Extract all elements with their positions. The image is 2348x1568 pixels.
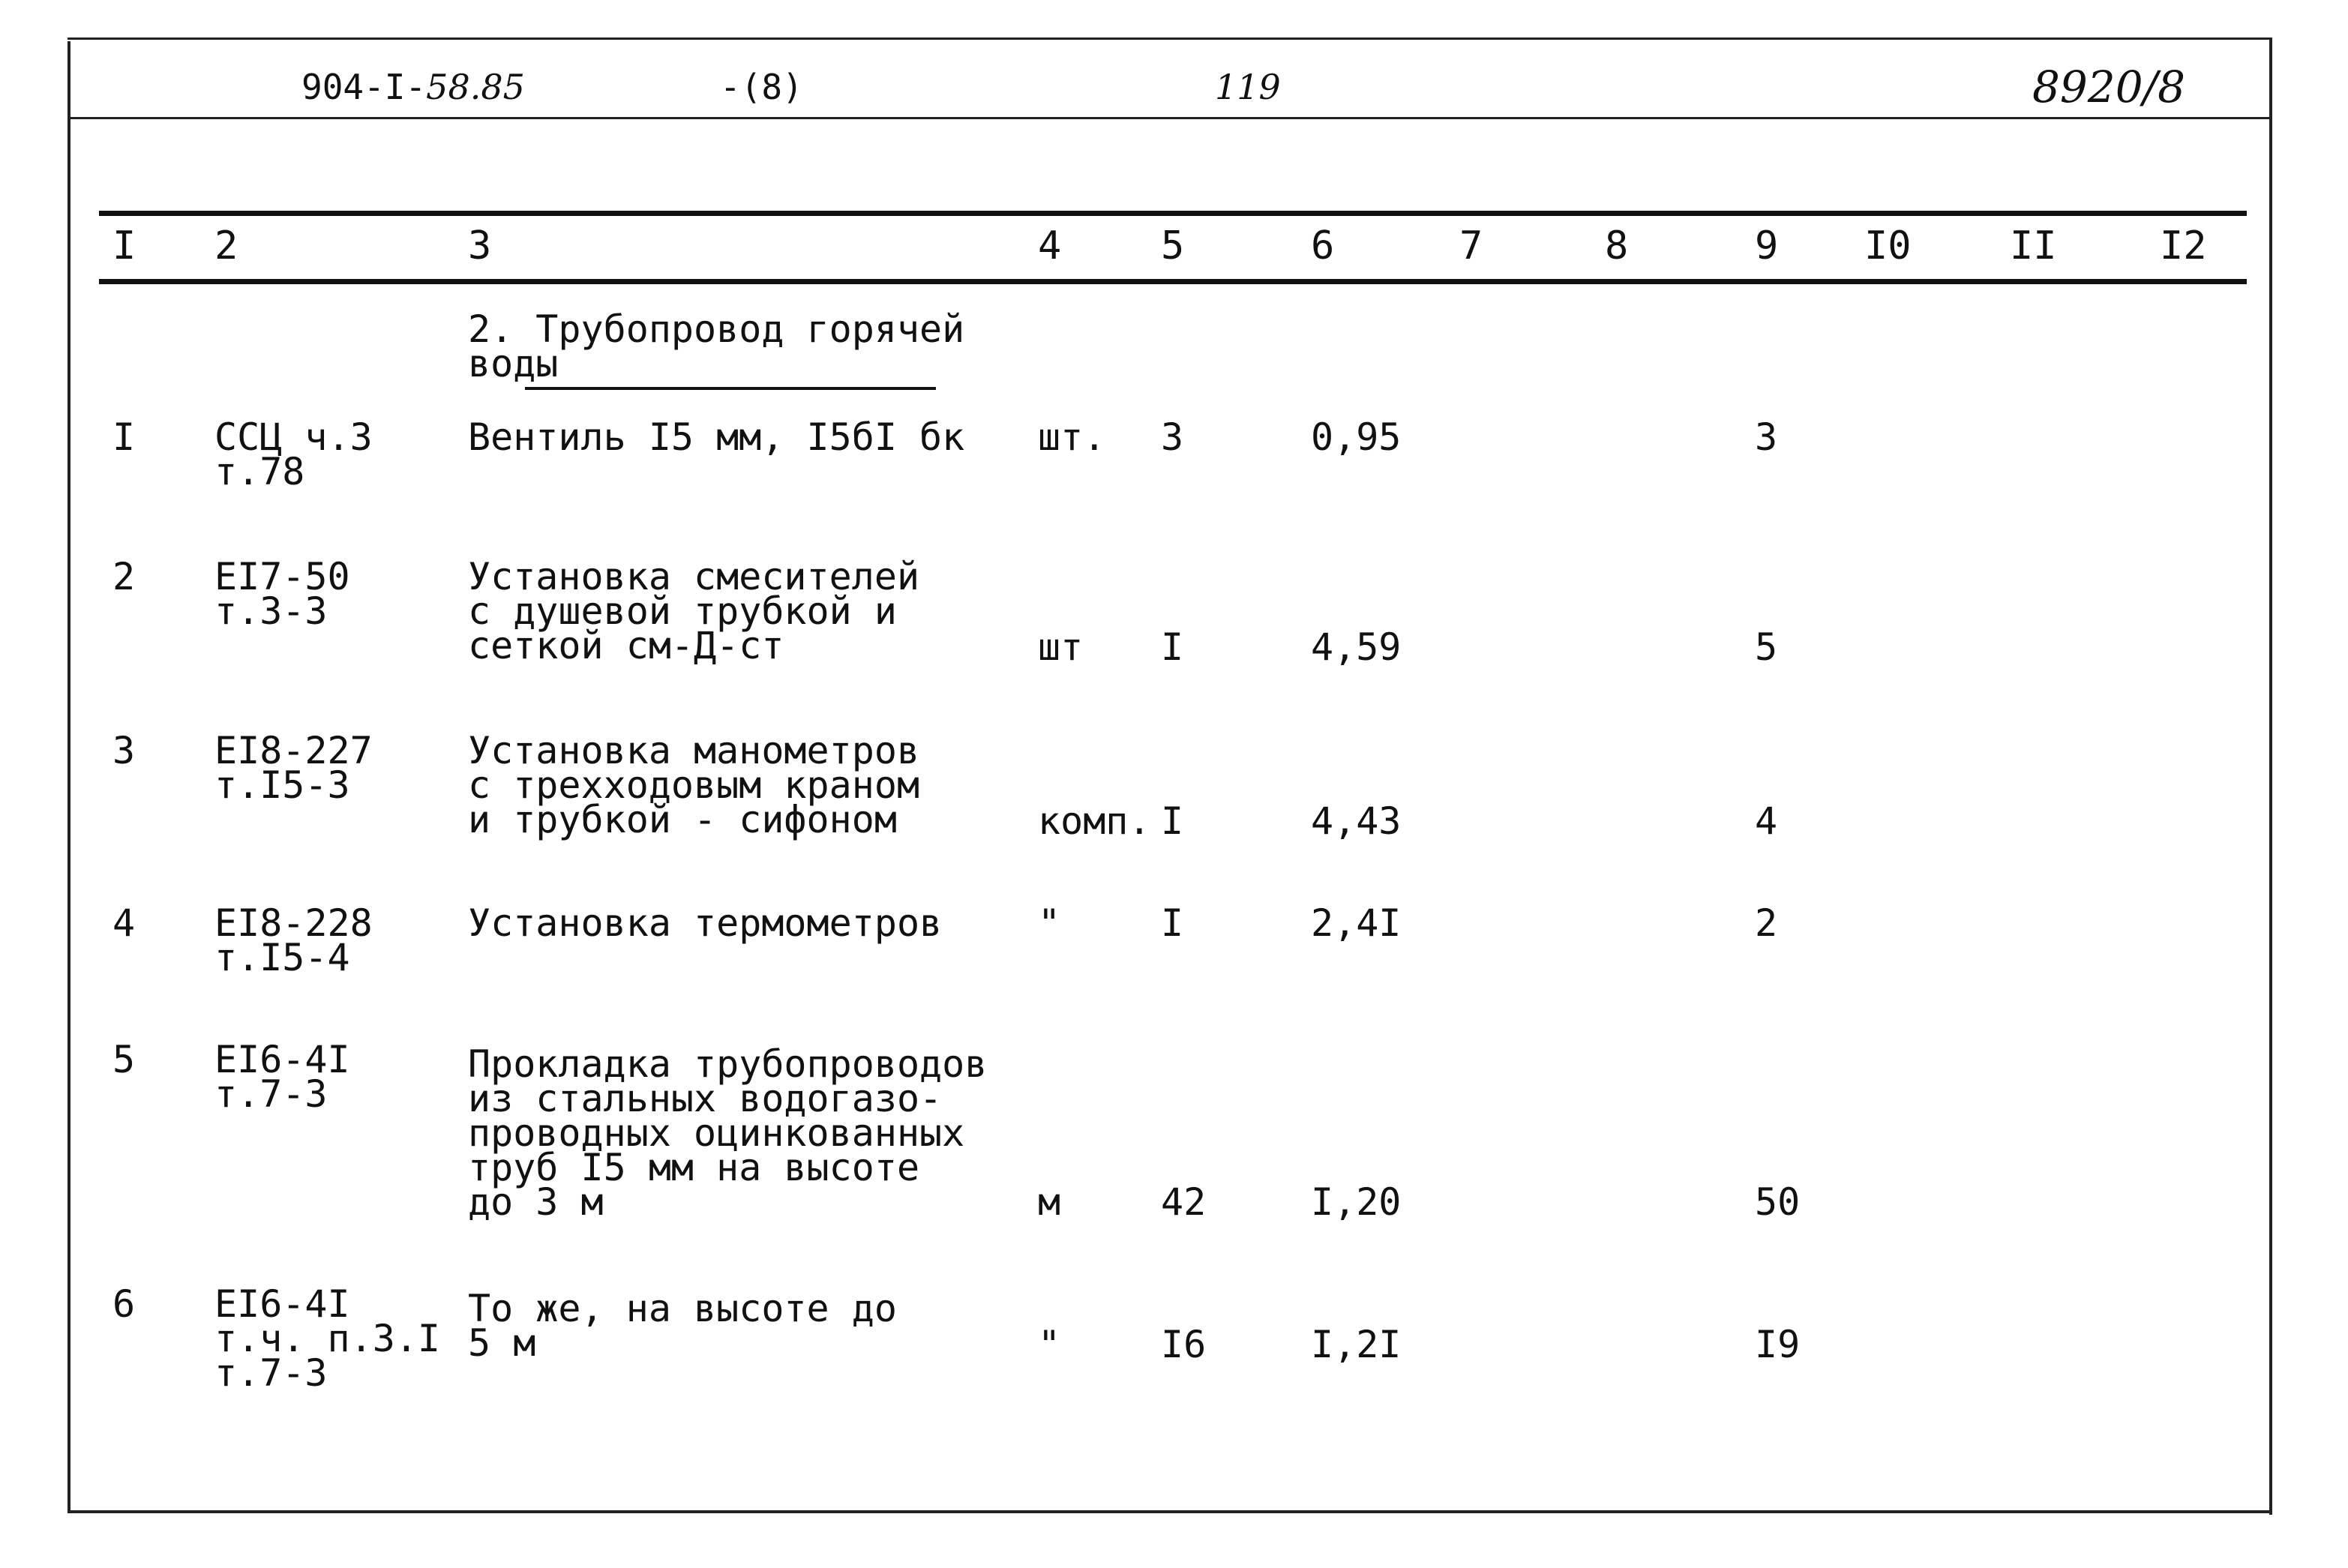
row-number: 5 <box>112 1038 136 1081</box>
section-title-underline <box>525 387 936 390</box>
row-name: Установка манометров с трехходовым краном и трубкой - сифоном <box>468 729 920 841</box>
row-unit: шт. <box>1038 415 1106 459</box>
column-number: 4 <box>1038 223 1062 268</box>
row-number: 4 <box>112 901 136 945</box>
frame-bottom-border <box>67 1510 2272 1513</box>
row-name: Вентиль I5 мм, I5бI бк <box>468 415 965 459</box>
column-number: 9 <box>1755 223 1779 268</box>
row-number: 3 <box>112 729 136 772</box>
column-number: 8 <box>1605 223 1629 268</box>
row-number: 6 <box>112 1282 136 1326</box>
row-quantity: I <box>1161 799 1184 843</box>
row-quantity: I6 <box>1161 1323 1207 1366</box>
row-unit: " <box>1038 901 1061 945</box>
table-header-rule <box>99 279 2247 284</box>
row-number: I <box>112 415 136 459</box>
header-divider <box>70 117 2269 119</box>
frame-right-border <box>2269 37 2272 1515</box>
row-unit: шт <box>1038 625 1084 669</box>
row-name: Установка термометров <box>468 901 943 945</box>
column-number: I0 <box>1864 223 1912 268</box>
row-unit: м <box>1038 1180 1061 1224</box>
column-number: 5 <box>1161 223 1185 268</box>
row-column-9: 3 <box>1755 415 1778 459</box>
frame-top-border <box>67 37 2272 40</box>
row-column-9: 2 <box>1755 901 1778 945</box>
row-unit: комп. <box>1038 799 1151 843</box>
row-price: 4,43 <box>1311 799 1402 843</box>
row-price: 2,4I <box>1311 901 1402 945</box>
column-number: 3 <box>468 223 492 268</box>
row-name: Прокладка трубопроводов из стальных водогазо- проводных оцинкованных труб I5 мм на высоте до 3 м <box>468 1042 988 1224</box>
row-code: EI6-4I т.7-3 <box>214 1038 350 1116</box>
frame-left-border <box>67 41 70 1511</box>
page-number: 119 <box>1215 67 1281 107</box>
row-quantity: 3 <box>1161 415 1184 459</box>
row-code: EI7-50 т.3-3 <box>214 555 350 633</box>
row-price: 4,59 <box>1311 625 1402 669</box>
row-code: EI8-227 т.I5-3 <box>214 729 373 807</box>
row-column-9: 50 <box>1755 1180 1801 1224</box>
row-code: EI8-228 т.I5-4 <box>214 901 373 979</box>
column-number: 2 <box>214 223 238 268</box>
row-code: EI6-4I т.ч. п.3.I т.7-3 <box>214 1282 441 1395</box>
row-column-9: I9 <box>1755 1323 1801 1366</box>
row-number: 2 <box>112 555 136 598</box>
doc-number: 8920/8 <box>2032 61 2186 112</box>
row-price: I,20 <box>1311 1180 1402 1224</box>
column-number: II <box>2010 223 2057 268</box>
section-title: 2. Трубопровод горячей воды <box>468 307 965 385</box>
document-code-printed: 904-I- <box>301 67 427 107</box>
table-top-rule <box>99 211 2247 216</box>
row-quantity: I <box>1161 625 1184 669</box>
row-name: То же, на высоте до 5 м <box>468 1287 897 1365</box>
sheet-number: -(8) <box>720 67 803 107</box>
row-price: 0,95 <box>1311 415 1402 459</box>
row-quantity: I <box>1161 901 1184 945</box>
row-unit: " <box>1038 1323 1061 1366</box>
row-column-9: 5 <box>1755 625 1778 669</box>
row-column-9: 4 <box>1755 799 1778 843</box>
row-code: ССЦ ч.3 т.78 <box>214 415 373 493</box>
row-quantity: 42 <box>1161 1180 1207 1224</box>
document-code-handwritten: 58.85 <box>426 67 525 107</box>
column-number: 6 <box>1311 223 1335 268</box>
column-number: I <box>112 223 136 268</box>
column-number: I2 <box>2160 223 2207 268</box>
row-price: I,2I <box>1311 1323 1402 1366</box>
row-name: Установка смесителей с душевой трубкой и сеткой см-Д-ст <box>468 555 920 667</box>
column-number: 7 <box>1459 223 1483 268</box>
document-code <box>301 64 525 109</box>
